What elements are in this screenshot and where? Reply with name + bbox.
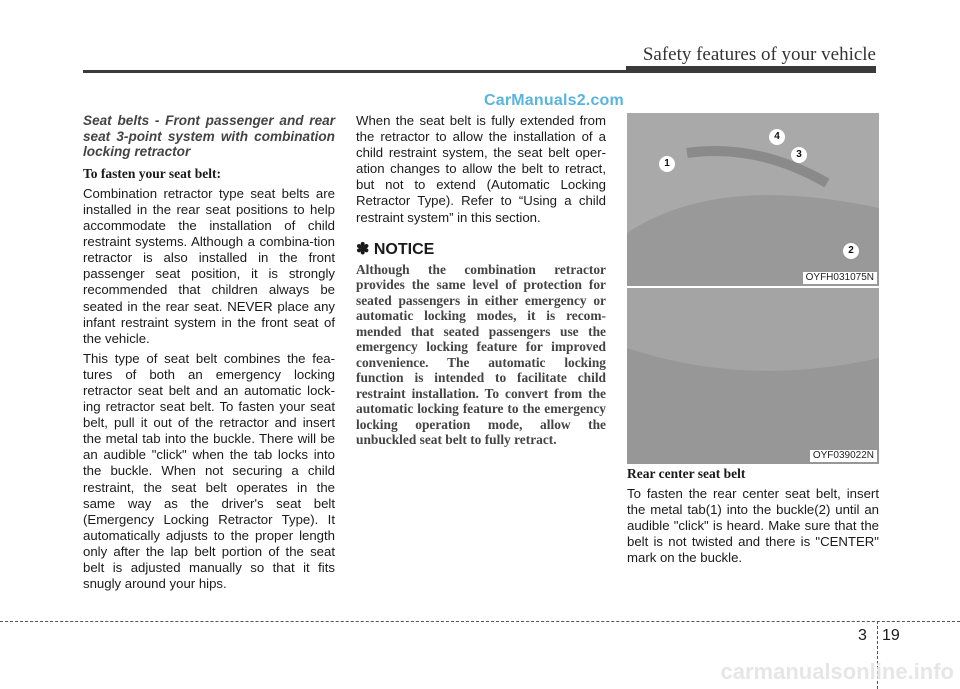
subheading: Rear center seat belt — [627, 466, 746, 481]
section-heading: Seat belts - Front passenger and rear seat 3-point system with combination locking retractor — [83, 113, 335, 160]
notice-body: Although the combination retractor provides the same level of protection for seated passengers in either emergency or automatic locking modes, it is recom-mended that seated passengers use the emergency locking feature for improved convenience. The automatic locking function is intended to facilitate child restraint installation. To convert from the automatic locking feature to the emergency locking operation mode, allow the unbuckled seat belt to fully retract. — [356, 261, 606, 448]
watermark-bottom: carmanualsonline.info — [720, 659, 954, 684]
callout-marker-1: 1 — [659, 156, 675, 172]
column-left — [83, 113, 335, 596]
paragraph: When the seat belt is fully extended from the retractor to allow the installation of a child restraint system, the seat belt oper-ation changes to allow the belt to retract, but not to extend (Automatic Locking Retractor Type). Refer to “Using a child restraint system” in this section. — [356, 113, 606, 225]
section-title: Safety features of your vehicle — [642, 44, 876, 65]
figure-center-belt — [627, 288, 879, 464]
figure-code: OYFH031075N — [803, 272, 877, 284]
paragraph: This type of seat belt combines the fea-tures of both an emergency locking retractor seat belt and an automatic lock-ing retractor seat belt. To fasten your seat belt, pull it out of the retractor and insert the metal tab into the buckle. There will be an audible "click" when the tab locks into the buckle. When not securing a child restraint, the seat belt operates in the same way as the driver's seat belt (Emergency Locking Retractor Type). It automatically adjusts to the proper length only after the lap belt portion of the seat belt is adjusted manually so that it fits snugly around your hips. — [83, 350, 335, 592]
footer-rule — [0, 621, 960, 622]
figure-illustration — [627, 113, 879, 286]
subheading: To fasten your seat belt: — [83, 165, 221, 181]
callout-marker-3: 3 — [791, 147, 807, 163]
header-tab — [626, 66, 876, 72]
figure-seatbelt-buckle — [627, 113, 879, 286]
paragraph: Combination retractor type seat belts are installed in the rear seat positions to help accommodate the installation of child restraint systems. Although a combina-tion retractor is also installed in the front passenger seat position, it is strongly recommended that children always be seated in the rear seat. NEVER place any infant restraint system in the front seat of the vehicle. — [83, 185, 335, 346]
page-number: 19 — [882, 627, 900, 644]
callout-marker-2: 2 — [843, 243, 859, 259]
figure-code: OYF039022N — [810, 450, 877, 462]
notice-title: ✽ NOTICE — [356, 240, 435, 258]
chapter-number: 3 — [858, 627, 867, 644]
callout-marker-4: 4 — [769, 129, 785, 145]
column-right — [627, 466, 879, 571]
figure-illustration — [627, 288, 879, 464]
watermark-top: CarManuals2.com — [484, 92, 624, 109]
paragraph: To fasten the rear center seat belt, insert the metal tab(1) into the buckle(2) until an audible "click" is heard. Make sure that the belt is not twisted and there is "CENTER" mark on the buckle. — [627, 486, 879, 566]
column-middle — [356, 113, 606, 448]
